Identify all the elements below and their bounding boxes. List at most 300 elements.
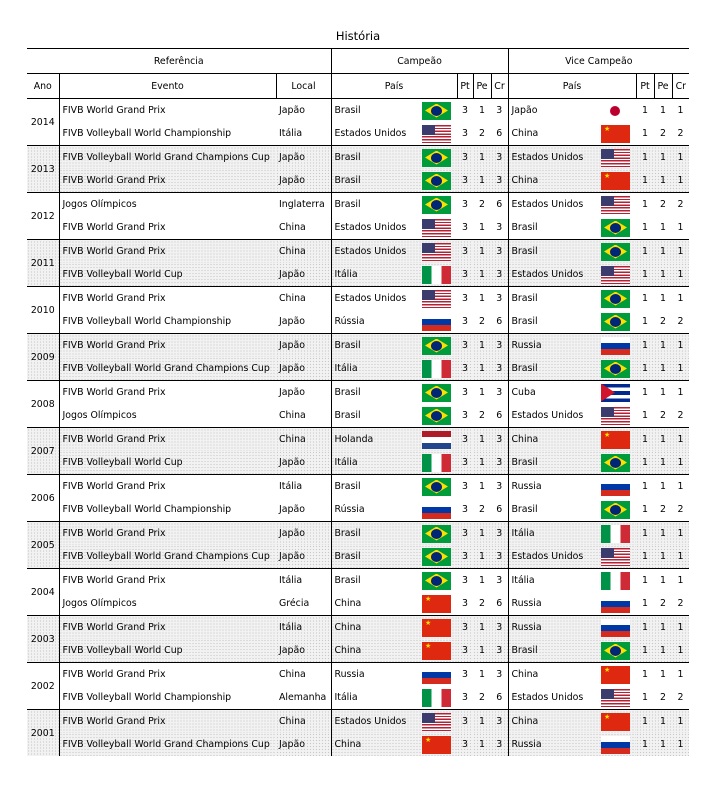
event-cell: FIVB World Grand Prix [59, 522, 276, 546]
location-cell: Itália [276, 616, 331, 640]
table-row [27, 240, 689, 264]
runner-country-name: Estados Unidos [511, 269, 584, 280]
runner-cr-cell: 2 [672, 592, 689, 616]
champion-pe-cell: 1 [473, 522, 491, 546]
runner-country-name: Brasil [511, 645, 538, 656]
champion-country-name: Brasil [334, 152, 361, 163]
chn-flag-icon [601, 666, 630, 684]
runner-country [512, 595, 637, 613]
runner-pe-cell: 2 [654, 404, 672, 428]
champion-country-cell [331, 475, 457, 499]
runner-country-name: China [511, 716, 539, 727]
runner-country [512, 478, 637, 496]
col-runner-pt: Pt [636, 74, 654, 99]
location-cell: Japão [276, 146, 331, 170]
champion-country [335, 595, 458, 613]
champion-cr-cell: 3 [491, 710, 508, 734]
runner-cr-cell: 2 [672, 404, 689, 428]
col-champion-pais: País [331, 74, 457, 99]
champion-pe-cell: 1 [473, 428, 491, 452]
table-row [27, 592, 689, 616]
champion-cr-cell: 3 [491, 639, 508, 663]
champion-pt-cell: 3 [457, 686, 473, 710]
champion-country-cell [331, 616, 457, 640]
location-cell: Grécia [276, 592, 331, 616]
year-cell: 2005 [27, 522, 59, 569]
runner-pt-cell: 1 [636, 287, 654, 311]
table-row [27, 686, 689, 710]
runner-country-name: Russia [511, 481, 542, 492]
bra-flag-icon [422, 102, 451, 120]
champion-country [335, 525, 458, 543]
rus-flag-icon [422, 501, 451, 519]
jpn-flag-icon [601, 102, 630, 120]
champion-pe-cell: 1 [473, 99, 491, 123]
event-cell: FIVB World Grand Prix [59, 569, 276, 593]
runner-country-name: Estados Unidos [511, 551, 584, 562]
runner-country [512, 384, 637, 402]
location-cell: Japão [276, 522, 331, 546]
bra-flag-icon [601, 501, 630, 519]
location-cell: Alemanha [276, 686, 331, 710]
champion-pe-cell: 1 [473, 169, 491, 193]
bra-flag-icon [422, 548, 451, 566]
champion-pt-cell: 3 [457, 310, 473, 334]
champion-pe-cell: 2 [473, 122, 491, 146]
champion-pe-cell: 2 [473, 310, 491, 334]
champion-country [335, 102, 458, 120]
champion-country [335, 454, 458, 472]
year-cell: 2002 [27, 663, 59, 710]
bra-flag-icon [422, 196, 451, 214]
runner-country-name: Russia [511, 739, 542, 750]
champion-cr-cell: 3 [491, 569, 508, 593]
champion-cr-cell: 6 [491, 193, 508, 217]
year-cell: 2003 [27, 616, 59, 663]
champion-pe-cell: 1 [473, 569, 491, 593]
champion-pt-cell: 3 [457, 381, 473, 405]
rus-flag-icon [422, 313, 451, 331]
champion-pe-cell: 2 [473, 404, 491, 428]
runner-country-name: Itália [511, 528, 535, 539]
runner-cr-cell: 1 [672, 334, 689, 358]
chn-flag-icon [601, 125, 630, 143]
event-cell: FIVB World Grand Prix [59, 710, 276, 734]
champion-pt-cell: 3 [457, 99, 473, 123]
location-cell: China [276, 404, 331, 428]
runner-country-cell [508, 663, 636, 687]
location-cell: Japão [276, 263, 331, 287]
runner-cr-cell: 1 [672, 475, 689, 499]
champion-cr-cell: 3 [491, 99, 508, 123]
year-group [27, 663, 689, 710]
runner-pe-cell: 1 [654, 216, 672, 240]
col-champion-pe: Pe [473, 74, 491, 99]
event-cell: FIVB World Grand Prix [59, 287, 276, 311]
bra-flag-icon [422, 149, 451, 167]
ita-flag-icon [422, 266, 451, 284]
runner-country-cell [508, 475, 636, 499]
runner-pt-cell: 1 [636, 357, 654, 381]
champion-pe-cell: 1 [473, 710, 491, 734]
runner-pe-cell: 1 [654, 263, 672, 287]
champion-country [335, 689, 458, 707]
runner-cr-cell: 1 [672, 733, 689, 756]
table-row [27, 357, 689, 381]
table-row [27, 404, 689, 428]
runner-country-cell [508, 263, 636, 287]
champion-pe-cell: 2 [473, 498, 491, 522]
runner-pt-cell: 1 [636, 404, 654, 428]
champion-cr-cell: 3 [491, 475, 508, 499]
runner-pe-cell: 2 [654, 122, 672, 146]
runner-cr-cell: 2 [672, 310, 689, 334]
champion-country-name: Estados Unidos [334, 246, 407, 257]
runner-pe-cell: 1 [654, 99, 672, 123]
champion-country-name: Brasil [334, 575, 361, 586]
champion-country [335, 407, 458, 425]
runner-cr-cell: 1 [672, 522, 689, 546]
runner-country [512, 666, 637, 684]
runner-pt-cell: 1 [636, 733, 654, 756]
champion-cr-cell: 3 [491, 169, 508, 193]
champion-pt-cell: 3 [457, 169, 473, 193]
ita-flag-icon [422, 454, 451, 472]
runner-cr-cell: 1 [672, 381, 689, 405]
runner-pt-cell: 1 [636, 498, 654, 522]
runner-country [512, 642, 637, 660]
usa-flag-icon [601, 266, 630, 284]
runner-pe-cell: 1 [654, 287, 672, 311]
runner-pe-cell: 1 [654, 240, 672, 264]
table-row [27, 99, 689, 123]
champion-pt-cell: 3 [457, 263, 473, 287]
runner-country [512, 619, 637, 637]
bra-flag-icon [422, 337, 451, 355]
champion-country-cell [331, 545, 457, 569]
table-row [27, 522, 689, 546]
usa-flag-icon [422, 713, 451, 731]
runner-pt-cell: 1 [636, 686, 654, 710]
runner-country-cell [508, 498, 636, 522]
champion-pe-cell: 1 [473, 146, 491, 170]
champion-pe-cell: 2 [473, 686, 491, 710]
runner-country [512, 548, 637, 566]
runner-cr-cell: 1 [672, 146, 689, 170]
runner-country [512, 572, 637, 590]
year-group [27, 381, 689, 428]
champion-country-name: Brasil [334, 199, 361, 210]
champion-country-cell [331, 733, 457, 756]
runner-pt-cell: 1 [636, 428, 654, 452]
table-row [27, 498, 689, 522]
table-row [27, 146, 689, 170]
champion-cr-cell: 6 [491, 310, 508, 334]
champion-country-name: Russia [334, 669, 365, 680]
runner-cr-cell: 1 [672, 710, 689, 734]
header-vice-campeao: Vice Campeão [508, 49, 689, 74]
runner-country-name: Russia [511, 598, 542, 609]
runner-pe-cell: 1 [654, 381, 672, 405]
page-title: História [335, 29, 381, 43]
usa-flag-icon [601, 149, 630, 167]
event-cell: FIVB Volleyball World Cup [59, 451, 276, 475]
runner-pt-cell: 1 [636, 545, 654, 569]
runner-country [512, 736, 637, 754]
rus-flag-icon [601, 736, 630, 754]
champion-pt-cell: 3 [457, 569, 473, 593]
runner-country-name: Brasil [511, 222, 538, 233]
champion-country-name: China [334, 645, 362, 656]
ita-flag-icon [422, 360, 451, 378]
bra-flag-icon [601, 219, 630, 237]
champion-country-name: Itália [334, 269, 358, 280]
runner-country-name: China [511, 175, 539, 186]
chn-flag-icon [601, 431, 630, 449]
runner-country-cell [508, 545, 636, 569]
runner-pe-cell: 1 [654, 710, 672, 734]
champion-cr-cell: 6 [491, 686, 508, 710]
runner-pt-cell: 1 [636, 216, 654, 240]
champion-country [335, 642, 458, 660]
champion-pt-cell: 3 [457, 663, 473, 687]
col-runner-pe: Pe [654, 74, 672, 99]
runner-cr-cell: 1 [672, 216, 689, 240]
runner-cr-cell: 2 [672, 498, 689, 522]
champion-country-name: China [334, 622, 362, 633]
runner-country-cell [508, 428, 636, 452]
bra-flag-icon [601, 454, 630, 472]
runner-pt-cell: 1 [636, 522, 654, 546]
runner-country-name: Cuba [511, 387, 536, 398]
location-cell: Japão [276, 357, 331, 381]
runner-pe-cell: 1 [654, 663, 672, 687]
champion-country-name: Brasil [334, 175, 361, 186]
chn-flag-icon [422, 619, 451, 637]
table-row [27, 569, 689, 593]
champion-pe-cell: 1 [473, 616, 491, 640]
runner-country-cell [508, 193, 636, 217]
usa-flag-icon [422, 243, 451, 261]
champion-pe-cell: 1 [473, 216, 491, 240]
champion-pt-cell: 3 [457, 122, 473, 146]
runner-pt-cell: 1 [636, 663, 654, 687]
runner-pe-cell: 1 [654, 639, 672, 663]
runner-pe-cell: 2 [654, 498, 672, 522]
champion-country [335, 219, 458, 237]
champion-country [335, 572, 458, 590]
chn-flag-icon [422, 642, 451, 660]
location-cell: China [276, 428, 331, 452]
champion-country [335, 548, 458, 566]
runner-country [512, 431, 637, 449]
champion-cr-cell: 3 [491, 616, 508, 640]
champion-cr-cell: 6 [491, 122, 508, 146]
location-cell: Japão [276, 169, 331, 193]
header-referencia: Referência [27, 49, 331, 74]
year-group [27, 616, 689, 663]
runner-country-name: China [511, 669, 539, 680]
location-cell: China [276, 240, 331, 264]
location-cell: China [276, 663, 331, 687]
champion-pe-cell: 1 [473, 475, 491, 499]
bra-flag-icon [422, 172, 451, 190]
runner-country [512, 172, 637, 190]
champion-pt-cell: 3 [457, 616, 473, 640]
col-local: Local [276, 74, 331, 99]
bra-flag-icon [601, 290, 630, 308]
champion-cr-cell: 6 [491, 592, 508, 616]
runner-cr-cell: 2 [672, 122, 689, 146]
location-cell: Itália [276, 475, 331, 499]
event-cell: FIVB Volleyball World Grand Champions Cup [59, 733, 276, 756]
runner-pt-cell: 1 [636, 122, 654, 146]
event-cell: FIVB World Grand Prix [59, 381, 276, 405]
runner-country-cell [508, 616, 636, 640]
champion-country-cell [331, 287, 457, 311]
runner-country-cell [508, 122, 636, 146]
cub-flag-icon [601, 384, 630, 402]
table-row [27, 733, 689, 756]
champion-country-name: Itália [334, 692, 358, 703]
usa-flag-icon [601, 689, 630, 707]
champion-country [335, 337, 458, 355]
ned-flag-icon [422, 431, 451, 449]
runner-pt-cell: 1 [636, 169, 654, 193]
runner-pe-cell: 1 [654, 451, 672, 475]
champion-country-cell [331, 498, 457, 522]
champion-country-cell [331, 663, 457, 687]
champion-country-cell [331, 639, 457, 663]
event-cell: FIVB Volleyball World Championship [59, 498, 276, 522]
champion-country-cell [331, 592, 457, 616]
champion-country-cell [331, 193, 457, 217]
event-cell: Jogos Olímpicos [59, 404, 276, 428]
runner-country-cell [508, 357, 636, 381]
event-cell: FIVB World Grand Prix [59, 616, 276, 640]
table-row [27, 428, 689, 452]
chn-flag-icon [601, 172, 630, 190]
col-evento: Evento [59, 74, 276, 99]
runner-pt-cell: 1 [636, 263, 654, 287]
runner-country-name: China [511, 434, 539, 445]
champion-country [335, 125, 458, 143]
event-cell: Jogos Olímpicos [59, 592, 276, 616]
runner-pe-cell: 2 [654, 592, 672, 616]
runner-pe-cell: 1 [654, 733, 672, 756]
runner-country [512, 243, 637, 261]
year-group [27, 428, 689, 475]
champion-country-cell [331, 122, 457, 146]
champion-pe-cell: 1 [473, 357, 491, 381]
runner-cr-cell: 1 [672, 616, 689, 640]
runner-country-cell [508, 710, 636, 734]
champion-country [335, 243, 458, 261]
year-cell: 2004 [27, 569, 59, 616]
champion-country [335, 266, 458, 284]
champion-country [335, 149, 458, 167]
table-row [27, 381, 689, 405]
champion-country-name: Estados Unidos [334, 716, 407, 727]
runner-cr-cell: 1 [672, 663, 689, 687]
table-row [27, 169, 689, 193]
year-cell: 2012 [27, 193, 59, 240]
runner-country [512, 266, 637, 284]
champion-pe-cell: 1 [473, 545, 491, 569]
champion-country-cell [331, 569, 457, 593]
champion-country-cell [331, 146, 457, 170]
champion-country [335, 360, 458, 378]
bra-flag-icon [601, 360, 630, 378]
table-row [27, 334, 689, 358]
runner-cr-cell: 1 [672, 451, 689, 475]
event-cell: FIVB Volleyball World Cup [59, 639, 276, 663]
bra-flag-icon [601, 243, 630, 261]
event-cell: FIVB World Grand Prix [59, 663, 276, 687]
ita-flag-icon [422, 689, 451, 707]
champion-pe-cell: 1 [473, 639, 491, 663]
year-cell: 2006 [27, 475, 59, 522]
table-row [27, 310, 689, 334]
champion-cr-cell: 3 [491, 334, 508, 358]
champion-cr-cell: 3 [491, 451, 508, 475]
runner-country-cell [508, 569, 636, 593]
runner-country-cell [508, 381, 636, 405]
year-group [27, 193, 689, 240]
champion-cr-cell: 6 [491, 498, 508, 522]
runner-country-cell [508, 733, 636, 756]
champion-pe-cell: 1 [473, 334, 491, 358]
champion-country-name: Brasil [334, 551, 361, 562]
champion-pt-cell: 3 [457, 240, 473, 264]
champion-country [335, 478, 458, 496]
champion-pt-cell: 3 [457, 592, 473, 616]
runner-cr-cell: 2 [672, 193, 689, 217]
champion-country [335, 313, 458, 331]
location-cell: Japão [276, 498, 331, 522]
runner-cr-cell: 2 [672, 686, 689, 710]
runner-country [512, 219, 637, 237]
champion-country-cell [331, 334, 457, 358]
table-row [27, 545, 689, 569]
runner-pt-cell: 1 [636, 569, 654, 593]
col-champion-cr: Cr [491, 74, 508, 99]
champion-country-name: China [334, 598, 362, 609]
champion-pe-cell: 1 [473, 733, 491, 756]
table-row [27, 216, 689, 240]
champion-country-name: Estados Unidos [334, 222, 407, 233]
runner-country [512, 337, 637, 355]
chn-flag-icon [422, 595, 451, 613]
runner-cr-cell: 1 [672, 357, 689, 381]
runner-cr-cell: 1 [672, 240, 689, 264]
champion-cr-cell: 3 [491, 240, 508, 264]
champion-country-cell [331, 263, 457, 287]
runner-country-name: Japão [511, 105, 538, 116]
champion-country-name: Rússia [334, 504, 365, 515]
col-runner-cr: Cr [672, 74, 689, 99]
event-cell: FIVB World Grand Prix [59, 428, 276, 452]
runner-pt-cell: 1 [636, 639, 654, 663]
event-cell: Jogos Olímpicos [59, 193, 276, 217]
runner-country [512, 689, 637, 707]
champion-country-name: Brasil [334, 105, 361, 116]
year-cell: 2014 [27, 99, 59, 146]
runner-country-cell [508, 334, 636, 358]
runner-pe-cell: 1 [654, 146, 672, 170]
event-cell: FIVB Volleyball World Grand Champions Cup [59, 545, 276, 569]
usa-flag-icon [422, 290, 451, 308]
